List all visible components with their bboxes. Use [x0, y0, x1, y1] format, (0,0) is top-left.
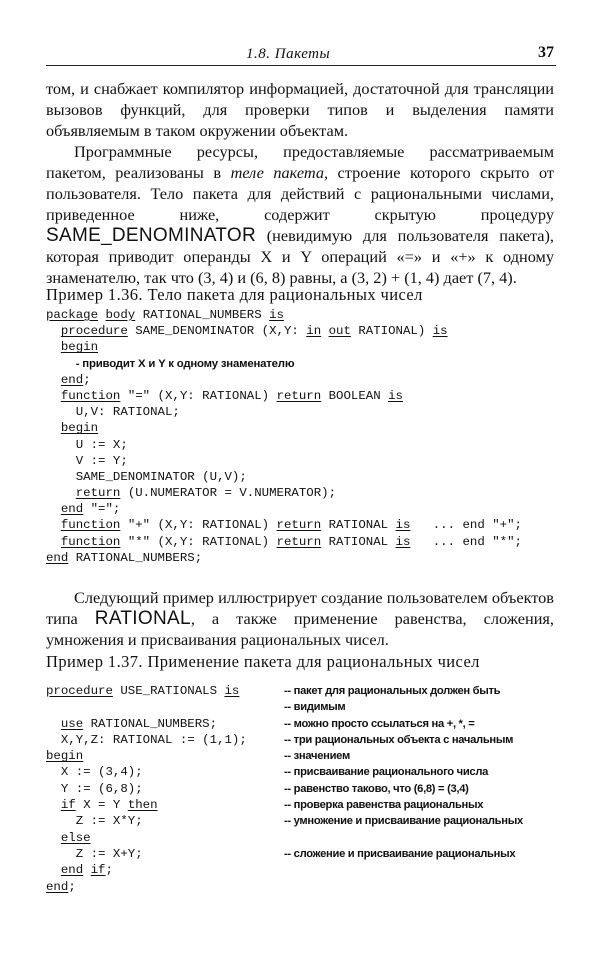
code-line: procedure SAME_DENOMINATOR (X,Y: in out RATIONAL) is	[60, 324, 448, 339]
code-line: begin	[60, 421, 99, 436]
code-comment: -- видимым	[284, 701, 346, 714]
code-line: end "=";	[60, 502, 121, 517]
code-comment: -- сложение и присваивание рациональных	[284, 847, 516, 860]
code-comment: -- значением	[284, 750, 350, 763]
code-line	[46, 699, 566, 715]
code-line: U := X;	[75, 437, 128, 452]
code-line: procedure USE_RATIONALS is -- пакет для рациональных должен быть	[46, 684, 501, 698]
header-rule	[46, 65, 556, 66]
code-comment: -- можно просто ссылаться на +, *, =	[284, 717, 475, 730]
code-line: function "*" (X,Y: RATIONAL) return RATIONAL is ... end "*";	[60, 534, 522, 549]
code-line: Y := (6,8); -- равенство таково, что (6,8) = (3,4)	[60, 781, 469, 796]
code-line: Z := X+Y; -- сложение и присваивание рациональных	[75, 846, 516, 861]
code-comment: - приводит X и Y к одному знаменателю	[75, 357, 295, 370]
code-line: X,Y,Z: RATIONAL := (1,1); -- три рациональных объекта с начальным	[60, 732, 514, 747]
code-line: function "=" (X,Y: RATIONAL) return BOOLEAN is	[60, 388, 403, 403]
code-comment: -- три рациональных объекта с начальным	[284, 733, 514, 746]
code-line: end;	[60, 372, 91, 387]
code-line: begin	[60, 340, 99, 355]
code-comment: -- равенство таково, что (6,8) = (3,4)	[284, 782, 469, 795]
code-comment: -- проверка равенства рациональных	[284, 799, 484, 812]
code-line: end if;	[60, 863, 113, 878]
code-line: return (U.NUMERATOR = V.NUMERATOR);	[75, 486, 337, 501]
code-line: if X = Y then -- проверка равенства рациональных	[60, 798, 484, 813]
code-line: end;	[46, 879, 76, 894]
code-comment: -- умножение и присваивание рациональных	[284, 815, 523, 828]
section-title: 1.8. Пакеты	[246, 46, 331, 62]
procedure-name: SAME_DENOMINATOR	[46, 225, 256, 246]
example-1-caption: Пример 1.36. Тело пакета для рациональных чисел	[46, 285, 423, 304]
code-line: else	[60, 830, 91, 845]
page-number: 37	[538, 44, 554, 61]
running-header	[46, 40, 556, 66]
paragraph-1: том, и снабжает компилятор информацией, достаточной для трансляции вызовов функций, для проверки типов и выделения памяти объявляемым в таком окружении объектам.	[46, 79, 554, 140]
paragraph-2: Программные ресурсы, предоставляемые рассматриваемым пакетом, реализованы в теле пакета, строение которого скрыто от пользователя. Тело пакета для действий с рациональными числами, приведенное ниже, содержит скрытую процедуру SAME_DENOMINATOR (невидимую для пользователя пакета), которая приводит операнды X и Y операций «=» и «+» к одному знаменателю, так что (3, 4) и (6, 8) равны, а (3, 2) + (1, 4) дает (7, 4).	[46, 142, 554, 287]
code-line: function "+" (X,Y: RATIONAL) return RATIONAL is ... end "+";	[60, 518, 522, 533]
code-line: U,V: RATIONAL;	[75, 405, 180, 420]
code-line: SAME_DENOMINATOR (U,V);	[75, 469, 247, 484]
code-comment: -- присваивание рационального числа	[284, 766, 489, 779]
example-2-caption: Пример 1.37. Применение пакета для рациональных чисел	[46, 652, 480, 671]
example-2-code	[46, 683, 566, 895]
code-line: X := (3,4); -- присваивание рационального числа	[60, 765, 489, 780]
type-name: RATIONAL	[94, 608, 191, 629]
code-line: use RATIONAL_NUMBERS; -- можно просто ссылаться на +, *, =	[60, 716, 475, 731]
paragraph-3: Следующий пример иллюстрирует создание пользователем объектов типа RATIONAL, а также применение равенства, сложения, умножения и присваивания рациональных чисел.	[46, 588, 554, 649]
code-line: package body RATIONAL_NUMBERS is	[46, 308, 284, 322]
code-line: end RATIONAL_NUMBERS;	[46, 550, 203, 565]
code-line	[46, 356, 566, 372]
code-line: begin -- значением	[46, 749, 350, 764]
emphasis-term: теле пакета,	[230, 163, 329, 182]
body-paragraphs	[46, 78, 554, 288]
code-comment: -- пакет для рациональных должен быть	[284, 685, 501, 697]
code-line: Z := X*Y; -- умножение и присваивание рациональных	[75, 814, 523, 829]
example-1-code	[46, 307, 566, 566]
code-line: V := Y;	[75, 453, 128, 468]
